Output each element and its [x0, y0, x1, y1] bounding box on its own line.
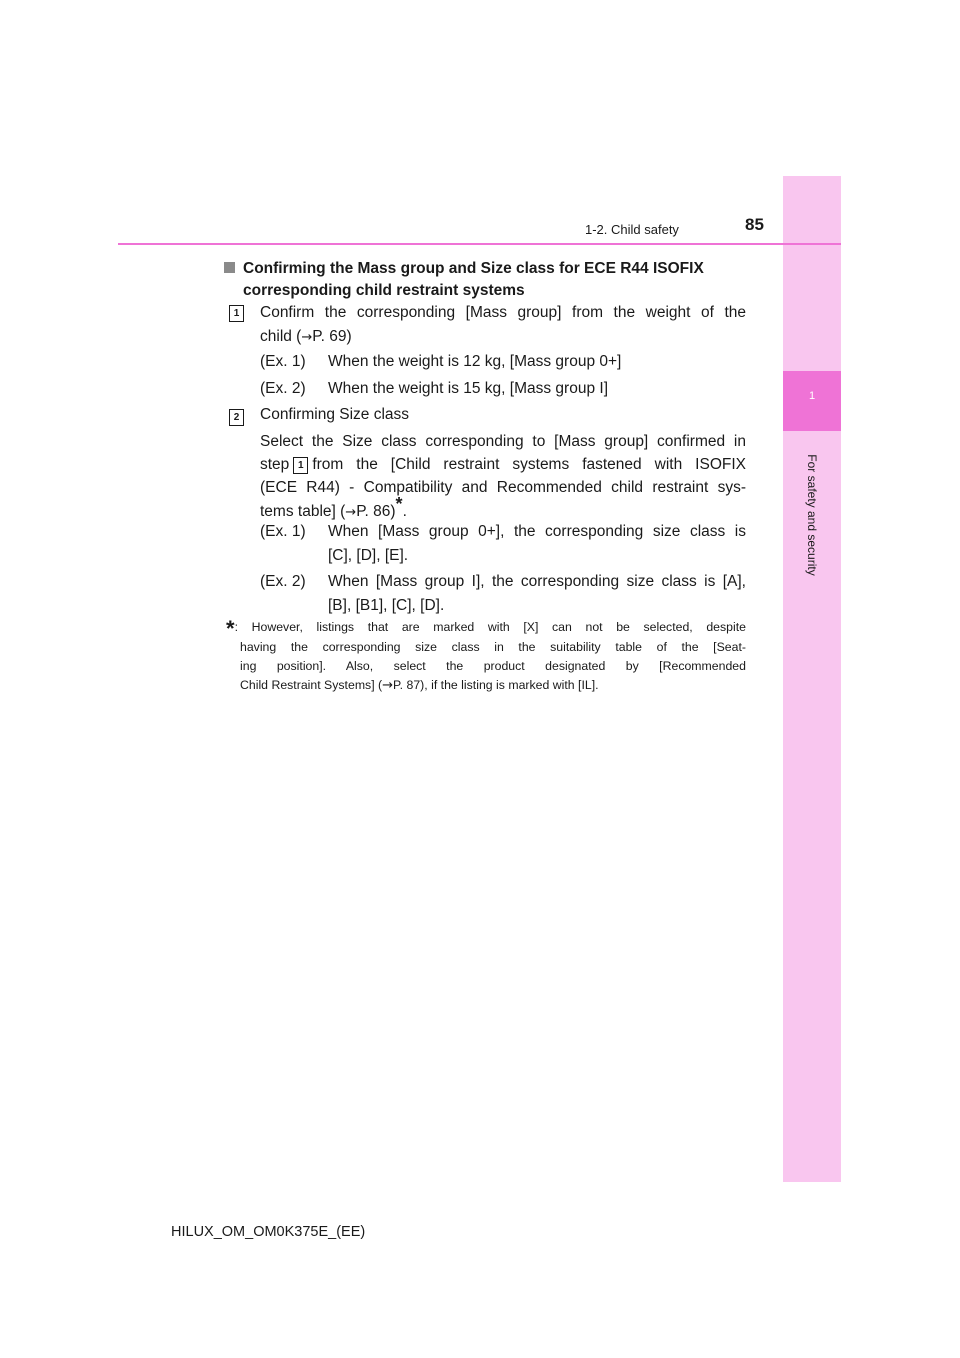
- footnote-line-3: ing position]. Also, select the product designated by [Recommended: [240, 659, 746, 673]
- footnote-line-4-pre: Child Restraint Systems] (: [240, 678, 383, 692]
- step-2-line-2-text: from the [Child restraint systems fastened with ISOFIX: [312, 456, 746, 473]
- example-label: (Ex. 1): [260, 523, 306, 540]
- document-id: HILUX_OM_OM0K375E_(EE): [171, 1224, 366, 1240]
- footnote-star-ref: *: [395, 493, 403, 514]
- step-1-ref-marker: 1: [293, 457, 308, 474]
- step-2-line-1: Select the Size class corresponding to [Mass group] confirmed in: [260, 433, 746, 450]
- example-line-2: [C], [D], [E].: [328, 547, 409, 564]
- footnote-line-2: having the corresponding size class in the suitability table of the [Seat-: [240, 640, 746, 654]
- example-line-1: When [Mass group I], the corresponding size class is [A],: [328, 573, 746, 590]
- page-ref-86[interactable]: P. 86): [356, 503, 396, 520]
- arrow-icon: →: [382, 678, 394, 693]
- example-text: When the weight is 15 kg, [Mass group I]: [328, 380, 608, 397]
- heading-line-1: Confirming the Mass group and Size class for ECE R44 ISOFIX: [243, 260, 704, 277]
- arrow-icon: →: [345, 505, 357, 520]
- step-2-line-2: [260, 453, 746, 477]
- example-text: When the weight is 12 kg, [Mass group 0+]: [328, 353, 622, 370]
- page-ref-87[interactable]: P. 87), if the listing is marked with [IL].: [393, 678, 599, 692]
- example-line-1: When [Mass group 0+], the corresponding size class is: [328, 523, 746, 540]
- step-1-line-2-pre: child (: [260, 328, 302, 345]
- example-label: (Ex. 1): [260, 353, 306, 370]
- step-2-marker: 2: [229, 409, 244, 426]
- section-heading: [224, 258, 746, 302]
- example-label: (Ex. 2): [260, 380, 306, 397]
- chapter-title: For safety and security: [805, 454, 819, 576]
- chapter-title-wrap: [782, 440, 842, 590]
- step-2-title: Confirming Size class: [260, 406, 410, 423]
- chapter-number: 1: [808, 390, 816, 402]
- step-1-line-2: [260, 325, 746, 350]
- footnote-line-1: [226, 616, 746, 641]
- period: .: [402, 503, 407, 520]
- step-word: step: [260, 456, 290, 473]
- page-number: 85: [745, 215, 764, 234]
- step-1-marker: 1: [229, 305, 244, 322]
- step-2-line-3: (ECE R44) - Compatibility and Recommended child restraint sys-: [260, 479, 746, 496]
- footnote-line-1-text: : However, listings that are marked with [X] can not be selected, despite: [234, 620, 746, 634]
- step-1-example-1: [260, 350, 746, 374]
- arrow-icon: →: [301, 330, 313, 345]
- step-2-line-4-pre: tems table] (: [260, 503, 346, 520]
- example-label: (Ex. 2): [260, 573, 306, 590]
- step-2-example-2: [260, 570, 746, 618]
- step-1-example-2: [260, 377, 746, 401]
- page-ref-69[interactable]: P. 69): [312, 328, 352, 345]
- footnote-star: *: [226, 616, 235, 641]
- chapter-side-tab: [783, 176, 841, 1182]
- step-2-example-1: [260, 520, 746, 568]
- header-rule: [118, 243, 841, 245]
- step-1-line-1: Confirm the corresponding [Mass group] from the weight of the: [260, 304, 746, 321]
- heading-line-2: corresponding child restraint systems: [243, 282, 525, 299]
- heading-square-icon: [224, 262, 235, 273]
- example-line-2: [B], [B1], [C], [D].: [328, 597, 445, 614]
- footnote: [226, 616, 746, 695]
- footnote-line-4: [240, 676, 746, 695]
- section-label: 1-2. Child safety: [585, 222, 679, 237]
